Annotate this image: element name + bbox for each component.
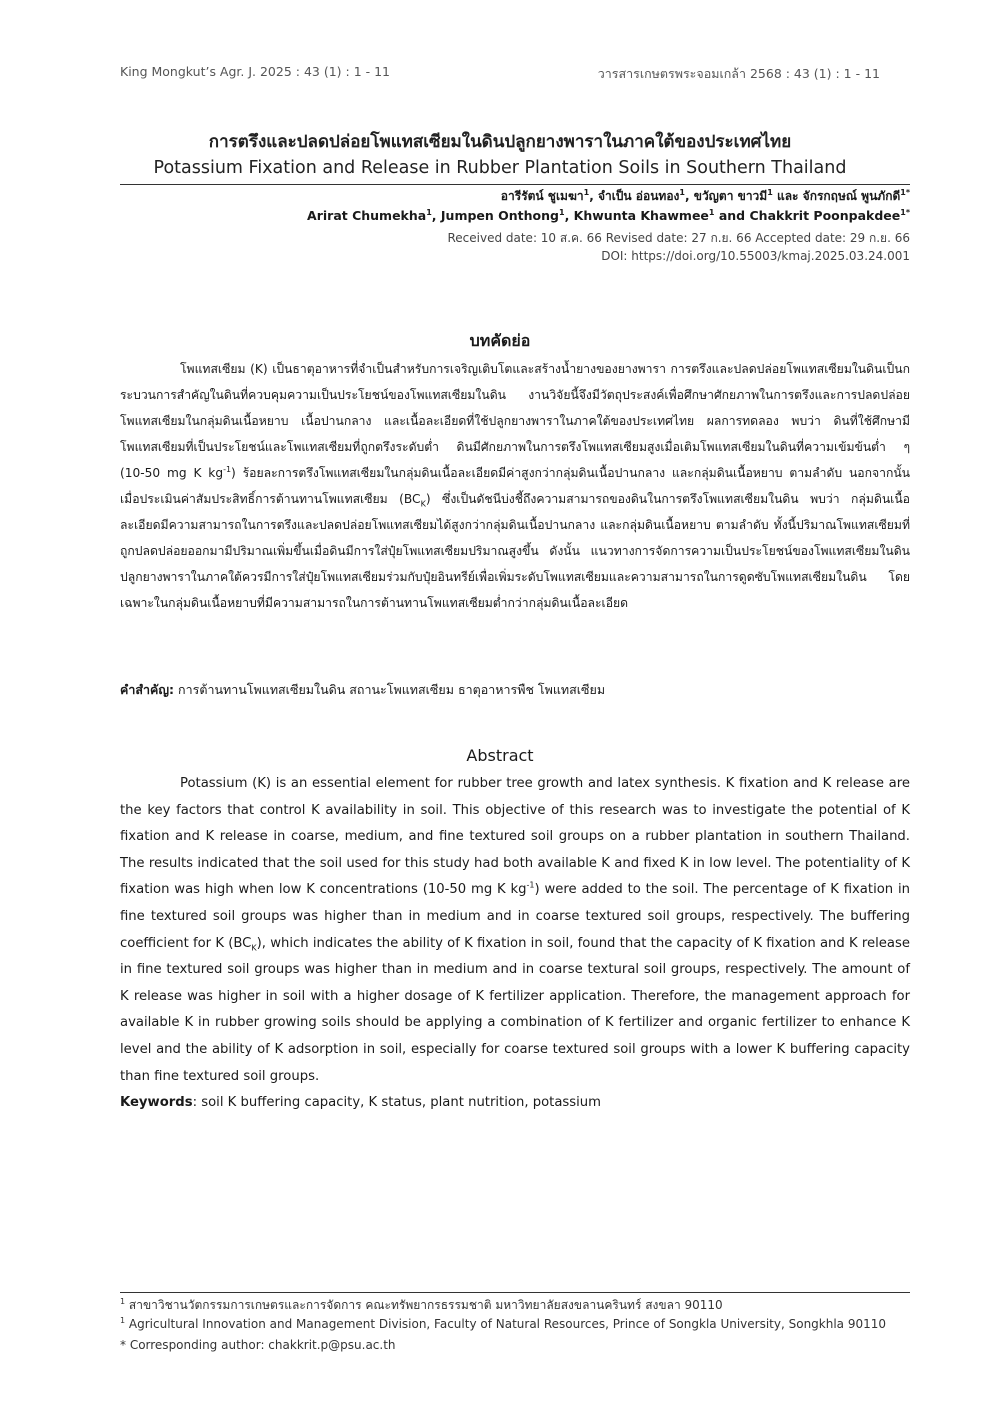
footnote-rule [120, 1292, 910, 1293]
author-name: Jumpen Onthong [440, 208, 559, 223]
affiliation-mark: 1 [679, 188, 685, 197]
subscript: K [251, 943, 257, 953]
keywords-list: : soil K buffering capacity, K status, plant nutrition, potassium [192, 1095, 602, 1110]
affiliation-mark: 1 [583, 188, 590, 197]
abstract-text: ) were added to the soil. The percentage of K fixation in fine textured soil groups was higher than in medium and in coarse textured soil groups, respectively. The buffering coefficient for K (BC [120, 882, 911, 951]
author-separator: , [684, 189, 694, 203]
affiliation-mark: 1 [426, 207, 432, 217]
superscript: -1 [223, 464, 232, 474]
keywords-english [120, 1095, 601, 1110]
subscript: K [420, 499, 426, 509]
affiliation-mark: 1* [900, 188, 910, 197]
footnote-mark: 1 [120, 1316, 126, 1325]
title-thai: การตรึงและปลดปล่อยโพแทสเซียมในดินปลูกยางพาราในภาคใต้ของประเทศไทย [208, 132, 792, 152]
submission-dates: Received date: 10 ส.ค. 66 Revised date: 27 ก.ย. 66 Accepted date: 29 ก.ย. 66 [447, 231, 910, 245]
keywords-thai [120, 680, 605, 700]
author-name: จำเป็น อ่อนทอง [597, 189, 680, 203]
authors-thai [501, 187, 910, 206]
author-name: Arirat Chumekha [307, 208, 427, 223]
author-name: อารีรัตน์ ชูเมฆา [500, 189, 584, 203]
footnote-affiliation-english [120, 1317, 886, 1331]
running-header-right: วารสารเกษตรพระจอมเกล้า 2568 : 43 (1) : 1 - 11 [597, 66, 880, 81]
footnote-corresponding-author[interactable]: * Corresponding author: chakkrit.p@psu.ac.th [120, 1338, 396, 1352]
affiliation-mark: 1 [708, 207, 715, 217]
author-separator: และ [772, 189, 803, 203]
authors-english [307, 208, 910, 223]
superscript: -1 [526, 880, 535, 890]
author-name: ขวัญตา ขาวมี [693, 189, 768, 203]
keywords-list: การต้านทานโพแทสเซียมในดิน สถานะโพแทสเซียม ธาตุอาหารพืช โพแทสเซียม [174, 682, 606, 697]
footnote-mark: 1 [120, 1297, 126, 1306]
title-english: Potassium Fixation and Release in Rubber Plantation Soils in Southern Thailand [153, 158, 847, 178]
abstract-english-heading: Abstract [466, 746, 534, 765]
keywords-label: คำสำคัญ: [120, 682, 175, 697]
abstract-text: ), which indicates the ability of K fixation in soil, found that the capacity of K fixation and K release in fine textured soil groups was higher than in medium and in coarse textural soil groups, respectively. The amount of K release was higher in soil with a higher dosage of K fertilizer application. Therefore, the management approach for available K in rubber growing soils should be applying a combination of K fertilizer and organic fertilizer to enhance K level and the ability of K adsorption in soil, especially for coarse textured soil groups with a lower K buffering capacity than fine textured soil groups. [120, 935, 910, 1084]
affiliation-mark: 1 [767, 188, 773, 197]
abstract-text: โพแทสเซียม (K) เป็นธาตุอาหารที่จำเป็นสำหรับการเจริญเติบโตและสร้างน้ำยางของยางพารา การตรึงและปลดปล่อยโพแทสเซียมในดินเป็นกระบวนการสำคัญในดินที่ควบคุมความเป็นประโยชน์ของโพแทสเซียมในดิน งานวิจัยนี้จึงมีวัตถุประสงค์เพื่อศึกษาศักยภาพในการตรึงและการปลดปล่อยโพแทสเซียมในกลุ่มดินเนื้อหยาบ เนื้อปานกลาง และเนื้อละเอียดที่ใช้ปลูกยางพาราในภาคใต้ของประเทศไทย ผลการทดลอง พบว่า ดินที่ใช้ศึกษามีโพแทสเซียมที่เป็นประโยชน์และโพแทสเซียมที่ถูกตรึงระดับต่ำ ดินมีศักยภาพในการตรึงโพแทสเซียมสูงเมื่อเติมโพแทสเซียมในดินที่ความเข้มข้นต่ำ ๆ (10-50 mg K kg [120, 362, 910, 480]
author-name: Chakkrit Poonpakdee [749, 208, 901, 223]
author-separator: and [714, 208, 750, 223]
abstract-text: ) ร้อยละการตรึงโพแทสเซียมในกลุ่มดินเนื้อละเอียดมีค่าสูงกว่ากลุ่มดินเนื้อปานกลาง และกลุ่มดินเนื้อหยาบ ตามลำดับ นอกจากนั้น เมื่อประเมินค่าสัมประสิทธิ์การต้านทานโพแทสเซียม (BC [120, 466, 910, 506]
affiliation-mark: 1 [558, 207, 565, 217]
doi-link[interactable]: DOI: https://doi.org/10.55003/kmaj.2025.03.24.001 [601, 249, 910, 263]
abstract-english-body [120, 771, 910, 1090]
footnote-affiliation-thai [120, 1296, 723, 1315]
author-separator: , [589, 189, 598, 203]
abstract-text: Potassium (K) is an essential element for rubber tree growth and latex synthesis. K fixation and K release are the key factors that control K availability in soil. This objective of this research was to investigate the potential of K fixation and K release in coarse, medium, and fine textured soil groups on a rubber plantation in southern Thailand. The results indicated that the soil used for this study had both available K and fixed K in low level. The potentiality of K fixation was high when low K concentrations (10-50 mg K kg [120, 776, 910, 898]
running-header-left: King Mongkut’s Agr. J. 2025 : 43 (1) : 1 - 11 [120, 64, 391, 79]
author-separator: , [564, 208, 574, 223]
keywords-label: Keywords [120, 1095, 193, 1110]
author-separator: , [431, 208, 441, 223]
affiliation-mark: 1* [900, 207, 910, 217]
footnote-text: สาขาวิชานวัตกรรมการเกษตรและการจัดการ คณะทรัพยากรธรรมชาติ มหาวิทยาลัยสงขลานครินทร์ สงขลา 90110 [125, 1298, 723, 1312]
abstract-thai-body [120, 356, 910, 616]
footnote-text: Agricultural Innovation and Management Division, Faculty of Natural Resources, Prince of Songkla University, Songkhla 90110 [125, 1317, 887, 1331]
author-name: Khwunta Khawmee [573, 208, 709, 223]
title-rule [120, 184, 910, 185]
abstract-thai-heading: บทคัดย่อ [469, 331, 531, 350]
author-name: จักรกฤษณ์ พูนภักดี [802, 189, 901, 203]
abstract-text: ) ซึ่งเป็นดัชนีบ่งชี้ถึงความสามารถของดินในการตรึงโพแทสเซียมในดิน พบว่า กลุ่มดินเนื้อละเอียดมีความสามารถในการตรึงและปลดปล่อยโพแทสเซียมได้สูงกว่ากลุ่มดินเนื้อปานกลาง และกลุ่มดินเนื้อหยาบ ตามลำดับ ทั้งนี้ปริมาณโพแทสเซียมที่ถูกปลดปล่อยออกมามีปริมาณเพิ่มขึ้นเมื่อดินมีการใส่ปุ๋ยโพแทสเซียมปริมาณสูงขึ้น ดังนั้น แนวทางการจัดการความเป็นประโยชน์ของโพแทสเซียมในดินปลูกยางพาราในภาคใต้ควรมีการใส่ปุ๋ยโพแทสเซียมร่วมกับปุ๋ยอินทรีย์เพื่อเพิ่มระดับโพแทสเซียมและความสามารถในการดูดซับโพแทสเซียมในดิน โดยเฉพาะในกลุ่มดินเนื้อหยาบที่มีความสามารถในการต้านทานโพแทสเซียมต่ำกว่ากลุ่มดินเนื้อละเอียด [120, 492, 911, 610]
